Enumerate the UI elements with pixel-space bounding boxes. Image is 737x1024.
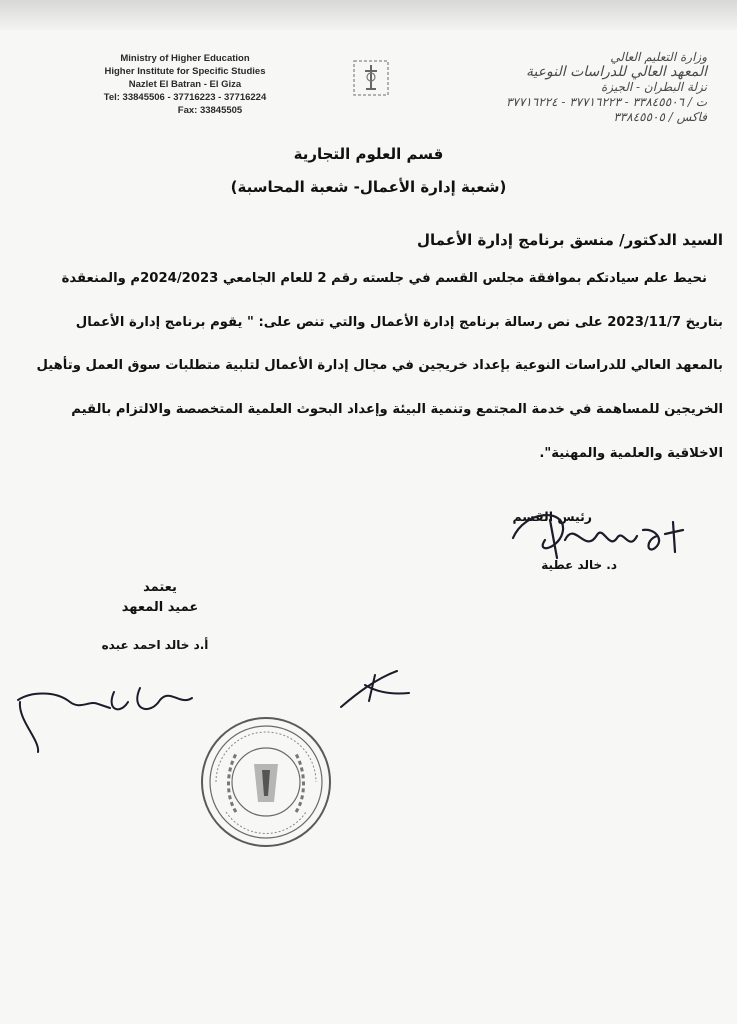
department-title: قسم العلوم التجارية [293, 145, 444, 163]
scan-top-edge [0, 0, 737, 30]
ministry-en: Ministry of Higher Education [120, 53, 250, 64]
phone-ar: ت / ٣٣٨٤٥٥٠٦ - ٣٧٧١٦٢٢٣ - ٣٧٧١٦٢٢٤ [505, 95, 707, 109]
letterhead-arabic [447, 50, 707, 125]
dean-name: أ.د خالد احمد عبده [101, 638, 209, 652]
institute-stamp-icon [196, 712, 336, 852]
dean-signature-icon [10, 670, 200, 760]
recipient-line: السيد الدكتور/ منسق برنامج إدارة الأعمال [417, 231, 723, 249]
institute-en: Higher Institute for Specific Studies [104, 66, 266, 77]
branch-subtitle: (شعبة إدارة الأعمال- شعبة المحاسبة) [230, 178, 507, 196]
phone-en: Tel: 33845506 - 37716223 - 37716224 [103, 92, 267, 103]
body-line: الخريجين للمساهمة في خدمة المجتمع وتنمية البيئة وإعداد البحوث العلمية المتخصصة والالتزام بالقيم [71, 402, 723, 417]
letterhead-english [55, 52, 315, 117]
body-line: نحيط علم سيادتكم بموافقة مجلس القسم في جلسته رقم 2 للعام الجامعي 2024/2023م والمنعقدة [61, 271, 707, 286]
ministry-ar: وزارة التعليم العالي [610, 50, 707, 64]
head-of-department-title: رئيس القسم [512, 509, 592, 524]
body-line: بتاريخ 2023/11/7 على نص رسالة برنامج إدارة الأعمال والتي تنص على: " يقوم برنامج إدارة الأعمال [75, 315, 723, 330]
address-ar: نزلة البطران - الجيزة [600, 80, 707, 94]
institute-logo-icon [348, 55, 394, 101]
approval-label: يعتمد [143, 580, 177, 595]
institute-ar: المعهد العالي للدراسات النوعية [525, 64, 707, 80]
head-of-department-name: د. خالد عطية [541, 558, 617, 572]
address-en: Nazlet El Batran - El Giza [128, 79, 242, 90]
fax-ar: فاكس / ٣٣٨٤٥٥٠٥ [613, 110, 707, 124]
body-line: الاخلاقية والعلمية والمهنية". [539, 446, 723, 461]
body-line: بالمعهد العالي للدراسات النوعية بإعداد خريجين في مجال إدارة الأعمال لتلبية متطلبات سوق العمل وتأهيل [36, 358, 723, 373]
dean-title: عميد المعهد [121, 600, 199, 615]
initials-signature-icon [335, 665, 415, 715]
fax-en: Fax: 33845505 [177, 105, 243, 116]
